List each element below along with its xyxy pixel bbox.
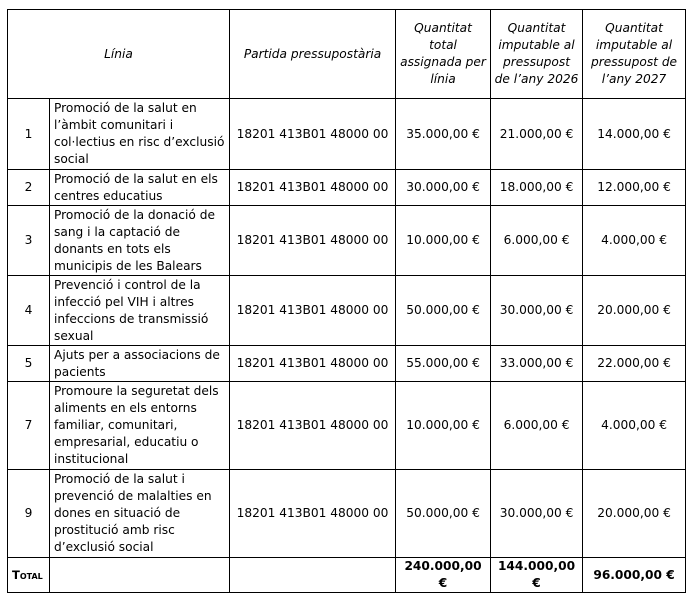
row-total: 35.000,00 € (396, 99, 491, 170)
row-description: Ajuts per a associacions de pacients (50, 346, 230, 382)
header-2026: Quantitat imputable al pressupost de l’any 2026 (491, 10, 583, 99)
header-2027: Quantitat imputable al pressupost de l’any 2027 (583, 10, 686, 99)
table-row (8, 470, 686, 558)
row-2026: 6.000,00 € (491, 382, 583, 470)
row-number: 3 (8, 206, 50, 276)
row-2027: 20.000,00 € (583, 470, 686, 558)
row-description: Prevenció i control de la infecció pel VIH i altres infeccions de transmissió sexual (50, 276, 230, 346)
row-number: 9 (8, 470, 50, 558)
header-total: Quantitat total assignada per línia (396, 10, 491, 99)
row-2026: 30.000,00 € (491, 470, 583, 558)
header-partida: Partida pressupostària (230, 10, 396, 99)
row-total: 50.000,00 € (396, 276, 491, 346)
row-partida: 18201 413B01 48000 00 (230, 99, 396, 170)
row-number: 4 (8, 276, 50, 346)
row-2027: 14.000,00 € (583, 99, 686, 170)
total-label: Total (8, 558, 50, 593)
row-partida: 18201 413B01 48000 00 (230, 206, 396, 276)
row-2026: 6.000,00 € (491, 206, 583, 276)
row-total: 10.000,00 € (396, 206, 491, 276)
row-2027: 4.000,00 € (583, 382, 686, 470)
row-2026: 33.000,00 € (491, 346, 583, 382)
table-row (8, 170, 686, 206)
table-row (8, 276, 686, 346)
row-number: 5 (8, 346, 50, 382)
row-2026: 18.000,00 € (491, 170, 583, 206)
table-row (8, 346, 686, 382)
total-row (8, 558, 686, 593)
row-partida: 18201 413B01 48000 00 (230, 470, 396, 558)
table-header-row (8, 10, 686, 99)
row-description: Promoure la seguretat dels aliments en els entorns familiar, comunitari, empresarial, educatiu o institucional (50, 382, 230, 470)
row-2027: 22.000,00 € (583, 346, 686, 382)
row-2027: 20.000,00 € (583, 276, 686, 346)
total-amount: 240.000,00 € (396, 558, 491, 593)
total-empty-partida (230, 558, 396, 593)
header-linia: Línia (8, 10, 230, 99)
row-2026: 30.000,00 € (491, 276, 583, 346)
row-partida: 18201 413B01 48000 00 (230, 170, 396, 206)
row-total: 50.000,00 € (396, 470, 491, 558)
table-row (8, 99, 686, 170)
total-2027: 96.000,00 € (583, 558, 686, 593)
row-description: Promoció de la salut i prevenció de malalties en dones en situació de prostitució amb risc d’exclusió social (50, 470, 230, 558)
row-total: 55.000,00 € (396, 346, 491, 382)
budget-table (7, 9, 686, 593)
row-2027: 4.000,00 € (583, 206, 686, 276)
row-partida: 18201 413B01 48000 00 (230, 382, 396, 470)
table-row (8, 382, 686, 470)
row-description: Promoció de la donació de sang i la captació de donants en tots els municipis de les Balears (50, 206, 230, 276)
total-empty-description (50, 558, 230, 593)
row-number: 7 (8, 382, 50, 470)
row-2027: 12.000,00 € (583, 170, 686, 206)
row-description: Promoció de la salut en els centres educatius (50, 170, 230, 206)
row-2026: 21.000,00 € (491, 99, 583, 170)
row-number: 1 (8, 99, 50, 170)
row-description: Promoció de la salut en l’àmbit comunitari i col·lectius en risc d’exclusió social (50, 99, 230, 170)
table-row (8, 206, 686, 276)
row-total: 30.000,00 € (396, 170, 491, 206)
row-number: 2 (8, 170, 50, 206)
total-2026: 144.000,00 € (491, 558, 583, 593)
row-partida: 18201 413B01 48000 00 (230, 276, 396, 346)
row-total: 10.000,00 € (396, 382, 491, 470)
row-partida: 18201 413B01 48000 00 (230, 346, 396, 382)
